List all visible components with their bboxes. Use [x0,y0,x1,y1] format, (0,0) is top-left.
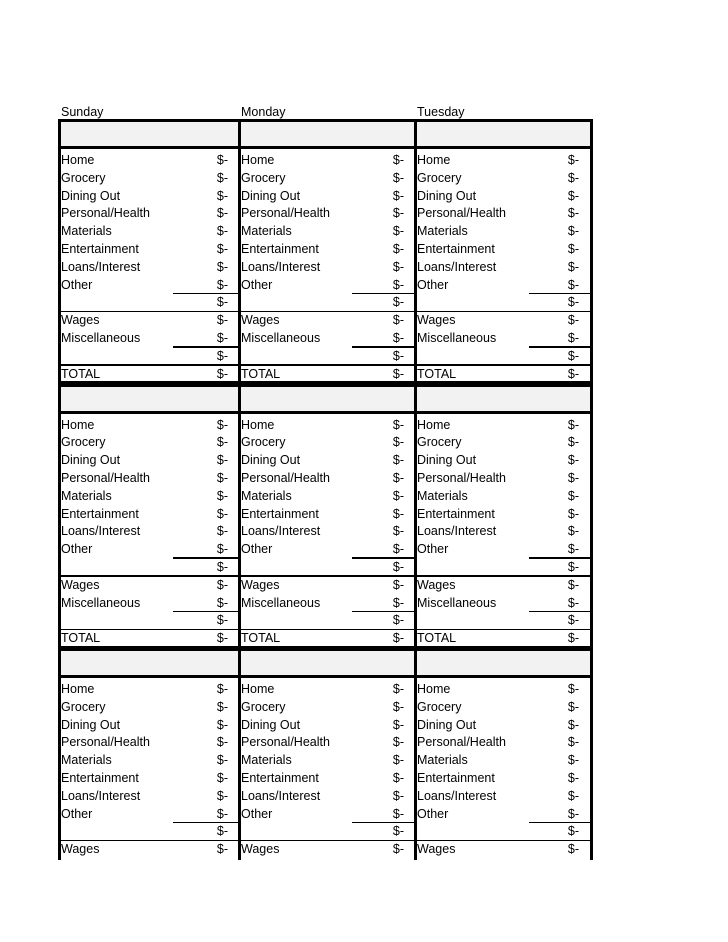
amount-tuesday[interactable]: $- [567,313,579,328]
category-label-sunday: Home [61,153,95,167]
amount-tuesday[interactable]: $- [567,277,579,292]
category-label-tuesday: Miscellaneous [417,595,497,610]
amount-tuesday[interactable]: $- [567,331,579,345]
category-label-sunday: Grocery [61,435,106,450]
subtotal-amount-sunday[interactable]: $- [216,295,228,310]
amount-monday[interactable]: $- [392,470,404,485]
amount-monday[interactable]: $- [392,242,404,256]
amount-tuesday[interactable]: $- [567,735,579,750]
amount-monday[interactable]: $- [392,682,404,696]
amount-sunday[interactable]: $- [216,188,228,203]
amount-tuesday[interactable]: $- [567,259,579,274]
category-label-monday: Grocery [241,699,286,714]
amount-monday[interactable]: $- [392,488,404,503]
category-label-tuesday: Dining Out [417,453,477,468]
category-label-monday: Dining Out [241,453,301,468]
category-label-sunday: Entertainment [61,506,139,521]
category-label-monday: Loans/Interest [241,788,321,803]
category-label-sunday: Grocery [61,699,106,714]
amount-tuesday[interactable]: $- [567,806,579,821]
subtotal-amount-sunday[interactable]: $- [216,348,228,363]
amount-tuesday[interactable]: $- [567,206,579,221]
amount-sunday[interactable]: $- [216,277,228,292]
category-label-tuesday: Loans/Interest [417,524,497,539]
category-label-tuesday: Wages [417,842,456,857]
amount-sunday[interactable]: $- [216,842,228,857]
category-label-sunday: Loans/Interest [61,524,141,539]
category-label-sunday: Wages [61,313,100,328]
amount-monday[interactable]: $- [392,577,404,592]
category-label-tuesday: Miscellaneous [417,331,497,345]
category-label-monday: Dining Out [241,188,301,203]
category-label-sunday: Entertainment [61,771,139,785]
category-label-tuesday: Entertainment [417,506,495,521]
category-label-monday: TOTAL [241,631,281,646]
amount-monday[interactable]: $- [392,524,404,539]
date-header-row [58,384,593,414]
amount-tuesday[interactable]: $- [567,699,579,714]
category-label-sunday: Dining Out [61,453,121,468]
amount-tuesday[interactable]: $- [567,153,579,167]
amount-sunday[interactable]: $- [216,806,228,821]
category-label-tuesday: Loans/Interest [417,788,497,803]
category-label-monday: Home [241,153,275,167]
section-rule [58,629,593,631]
category-label-tuesday: Entertainment [417,771,495,785]
amount-sunday[interactable]: $- [216,595,228,610]
category-label-monday: Personal/Health [241,735,330,750]
category-label-tuesday: Home [417,153,451,167]
category-label-tuesday: Other [417,806,449,821]
amount-sunday[interactable]: $- [216,259,228,274]
amount-sunday[interactable]: $- [216,699,228,714]
amount-sunday[interactable]: $- [216,331,228,345]
amount-sunday[interactable]: $- [216,488,228,503]
amount-sunday[interactable]: $- [216,788,228,803]
amount-tuesday[interactable]: $- [567,506,579,521]
category-label-tuesday: TOTAL [417,631,457,646]
amount-monday[interactable]: $- [392,435,404,450]
amount-monday[interactable]: $- [392,366,404,381]
amount-sunday[interactable]: $- [216,506,228,521]
amount-monday[interactable]: $- [392,753,404,768]
amount-sunday[interactable]: $- [216,224,228,239]
amount-tuesday[interactable]: $- [567,224,579,239]
category-label-monday: Other [241,806,273,821]
amount-sunday[interactable]: $- [216,717,228,732]
amount-monday[interactable]: $- [392,717,404,732]
day-header-sunday: Sunday [61,105,104,119]
category-label-sunday: Grocery [61,170,106,185]
category-label-monday: TOTAL [241,366,281,381]
category-label-sunday: Other [61,806,93,821]
amount-sunday[interactable]: $- [216,771,228,785]
column-border [590,384,593,649]
section-rule [58,311,593,313]
subtotal-amount-monday[interactable]: $- [392,559,404,574]
amount-sunday[interactable]: $- [216,470,228,485]
amount-tuesday[interactable]: $- [567,170,579,185]
amount-tuesday[interactable]: $- [567,542,579,557]
category-label-monday: Miscellaneous [241,595,321,610]
date-header-row [58,119,593,149]
subtotal-amount-sunday[interactable]: $- [216,559,228,574]
category-label-tuesday: TOTAL [417,366,457,381]
category-label-monday: Loans/Interest [241,259,321,274]
category-label-monday: Home [241,682,275,696]
category-label-tuesday: Dining Out [417,717,477,732]
amount-monday[interactable]: $- [392,277,404,292]
category-label-monday: Loans/Interest [241,524,321,539]
category-label-sunday: Materials [61,488,112,503]
category-label-monday: Grocery [241,170,286,185]
amount-tuesday[interactable]: $- [567,717,579,732]
amount-tuesday[interactable]: $- [567,788,579,803]
amount-sunday[interactable]: $- [216,453,228,468]
amount-monday[interactable]: $- [392,331,404,345]
category-label-sunday: Miscellaneous [61,595,141,610]
category-label-sunday: Personal/Health [61,735,150,750]
category-label-tuesday: Dining Out [417,188,477,203]
amount-tuesday[interactable]: $- [567,417,579,432]
category-label-tuesday: Home [417,682,451,696]
column-border [590,648,593,860]
category-label-monday: Materials [241,224,292,239]
amount-monday[interactable]: $- [392,506,404,521]
category-label-monday: Wages [241,842,280,857]
category-label-monday: Wages [241,577,280,592]
amount-sunday[interactable]: $- [216,206,228,221]
category-label-tuesday: Loans/Interest [417,259,497,274]
amount-tuesday[interactable]: $- [567,470,579,485]
amount-sunday[interactable]: $- [216,153,228,167]
category-label-sunday: Entertainment [61,242,139,256]
category-label-monday: Dining Out [241,717,301,732]
category-label-sunday: Dining Out [61,188,121,203]
amount-sunday[interactable]: $- [216,170,228,185]
amount-monday[interactable]: $- [392,188,404,203]
category-label-monday: Wages [241,313,280,328]
category-label-sunday: Other [61,542,93,557]
category-label-tuesday: Entertainment [417,242,495,256]
amount-monday[interactable]: $- [392,788,404,803]
category-label-tuesday: Materials [417,488,468,503]
amount-sunday[interactable]: $- [216,524,228,539]
category-label-tuesday: Grocery [417,435,462,450]
amount-sunday[interactable]: $- [216,735,228,750]
category-label-sunday: Home [61,682,95,696]
amount-monday[interactable]: $- [392,453,404,468]
amount-sunday[interactable]: $- [216,631,228,646]
amount-tuesday[interactable]: $- [567,631,579,646]
category-label-monday: Miscellaneous [241,331,321,345]
category-label-sunday: Home [61,417,95,432]
amount-sunday[interactable]: $- [216,753,228,768]
amount-monday[interactable]: $- [392,631,404,646]
amount-monday[interactable]: $- [392,771,404,785]
category-label-sunday: Loans/Interest [61,788,141,803]
amount-monday[interactable]: $- [392,417,404,432]
category-label-tuesday: Materials [417,753,468,768]
amount-monday[interactable]: $- [392,806,404,821]
amount-tuesday[interactable]: $- [567,488,579,503]
subtotal-amount-sunday[interactable]: $- [216,824,228,839]
amount-monday[interactable]: $- [392,206,404,221]
category-label-monday: Other [241,277,273,292]
amount-tuesday[interactable]: $- [567,842,579,857]
category-label-monday: Entertainment [241,242,319,256]
subtotal-amount-monday[interactable]: $- [392,824,404,839]
column-border [590,119,593,384]
amount-monday[interactable]: $- [392,842,404,857]
category-label-sunday: Personal/Health [61,206,150,221]
category-label-tuesday: Grocery [417,170,462,185]
category-label-monday: Entertainment [241,506,319,521]
category-label-sunday: Dining Out [61,717,121,732]
category-label-sunday: Other [61,277,93,292]
category-label-monday: Personal/Health [241,470,330,485]
category-label-sunday: Personal/Health [61,470,150,485]
category-label-monday: Other [241,542,273,557]
amount-monday[interactable]: $- [392,542,404,557]
amount-sunday[interactable]: $- [216,682,228,696]
subtotal-amount-tuesday[interactable]: $- [567,824,579,839]
category-label-tuesday: Personal/Health [417,735,506,750]
amount-tuesday[interactable]: $- [567,435,579,450]
subtotal-amount-tuesday[interactable]: $- [567,295,579,310]
amount-monday[interactable]: $- [392,735,404,750]
amount-sunday[interactable]: $- [216,366,228,381]
category-label-sunday: TOTAL [61,631,101,646]
category-label-tuesday: Other [417,277,449,292]
amount-tuesday[interactable]: $- [567,595,579,610]
amount-tuesday[interactable]: $- [567,753,579,768]
day-header-monday: Monday [241,105,286,119]
category-label-sunday: Wages [61,577,100,592]
amount-monday[interactable]: $- [392,170,404,185]
category-label-tuesday: Personal/Health [417,470,506,485]
amount-tuesday[interactable]: $- [567,771,579,785]
amount-sunday[interactable]: $- [216,313,228,328]
amount-monday[interactable]: $- [392,699,404,714]
amount-tuesday[interactable]: $- [567,366,579,381]
category-label-sunday: Wages [61,842,100,857]
subtotal-amount-sunday[interactable]: $- [216,613,228,628]
category-label-tuesday: Personal/Health [417,206,506,221]
subtotal-amount-tuesday[interactable]: $- [567,559,579,574]
amount-tuesday[interactable]: $- [567,453,579,468]
amount-monday[interactable]: $- [392,595,404,610]
category-label-tuesday: Wages [417,313,456,328]
category-label-monday: Grocery [241,435,286,450]
amount-monday[interactable]: $- [392,259,404,274]
category-label-tuesday: Grocery [417,699,462,714]
section-rule [58,364,593,366]
category-label-tuesday: Home [417,417,451,432]
section-rule [58,840,593,842]
category-label-monday: Personal/Health [241,206,330,221]
amount-sunday[interactable]: $- [216,577,228,592]
amount-tuesday[interactable]: $- [567,682,579,696]
subtotal-amount-monday[interactable]: $- [392,295,404,310]
amount-sunday[interactable]: $- [216,542,228,557]
subtotal-amount-monday[interactable]: $- [392,348,404,363]
day-header-tuesday: Tuesday [417,105,465,119]
amount-tuesday[interactable]: $- [567,524,579,539]
section-rule [58,575,593,577]
subtotal-amount-tuesday[interactable]: $- [567,348,579,363]
category-label-sunday: TOTAL [61,366,101,381]
category-label-monday: Materials [241,753,292,768]
category-label-sunday: Materials [61,753,112,768]
category-label-tuesday: Materials [417,224,468,239]
category-label-sunday: Loans/Interest [61,259,141,274]
amount-tuesday[interactable]: $- [567,188,579,203]
amount-tuesday[interactable]: $- [567,242,579,256]
amount-sunday[interactable]: $- [216,242,228,256]
category-label-monday: Home [241,417,275,432]
subtotal-amount-monday[interactable]: $- [392,613,404,628]
subtotal-amount-tuesday[interactable]: $- [567,613,579,628]
date-header-row [58,648,593,678]
amount-monday[interactable]: $- [392,224,404,239]
amount-monday[interactable]: $- [392,313,404,328]
category-label-tuesday: Wages [417,577,456,592]
category-label-sunday: Materials [61,224,112,239]
category-label-tuesday: Other [417,542,449,557]
category-label-sunday: Miscellaneous [61,331,141,345]
amount-sunday[interactable]: $- [216,435,228,450]
amount-monday[interactable]: $- [392,153,404,167]
category-label-monday: Materials [241,488,292,503]
amount-tuesday[interactable]: $- [567,577,579,592]
amount-sunday[interactable]: $- [216,417,228,432]
category-label-monday: Entertainment [241,771,319,785]
